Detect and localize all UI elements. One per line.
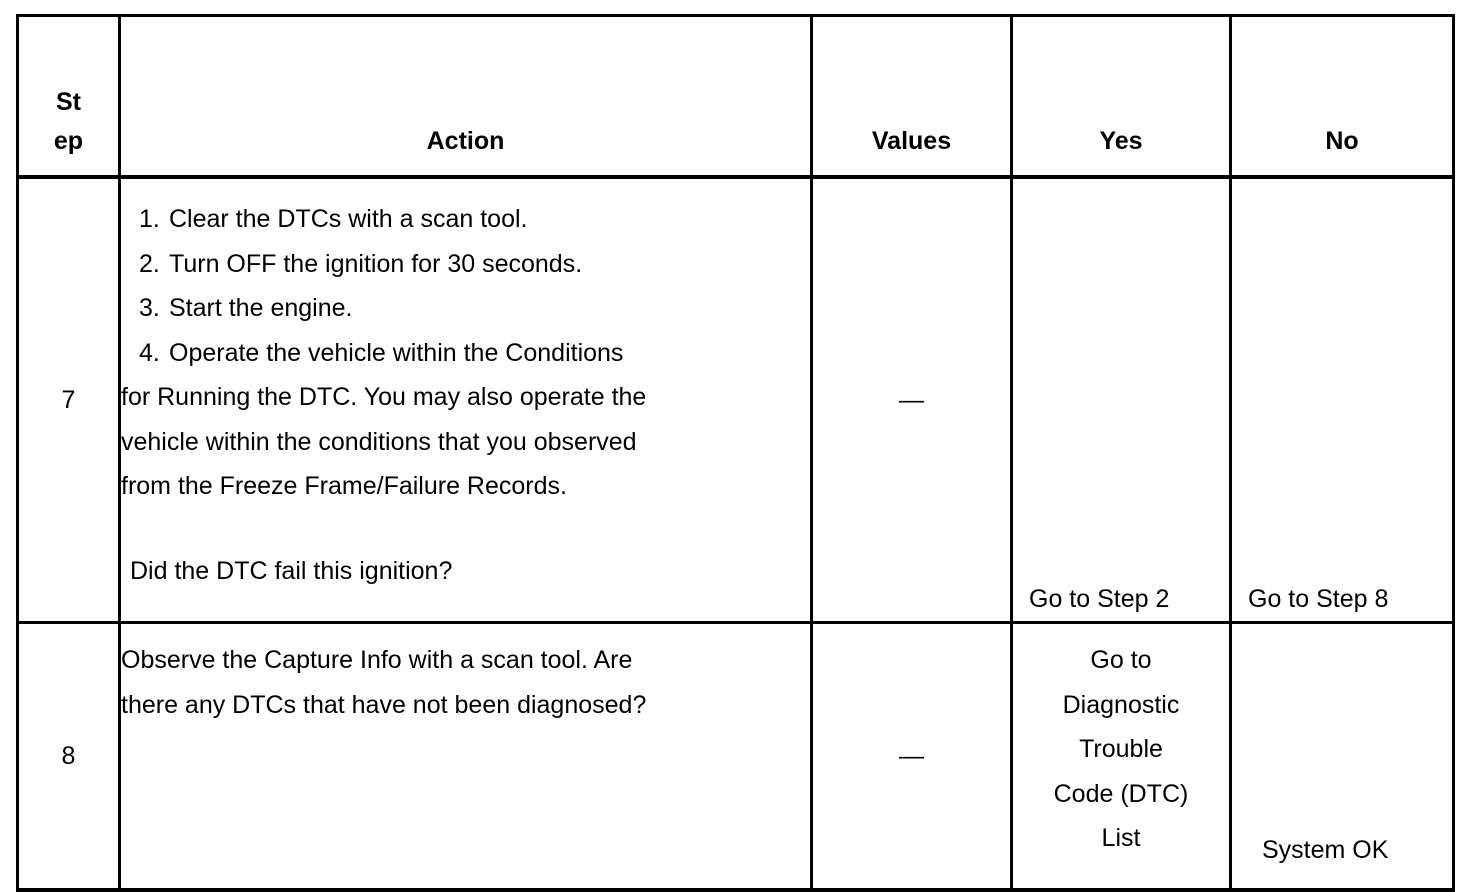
action-continuation-line: from the Freeze Frame/Failure Records.	[121, 472, 567, 500]
yes-line: List	[1101, 824, 1141, 852]
values-cell: —	[812, 177, 1012, 623]
list-item-number: 1.	[139, 205, 160, 233]
list-item-number: 3.	[139, 294, 160, 322]
list-item-text: Turn OFF the ignition for 30 seconds.	[169, 249, 583, 278]
action-continuation-line: vehicle within the conditions that you observed	[121, 427, 637, 456]
list-item-number: 2.	[139, 249, 160, 278]
header-step	[18, 16, 120, 178]
step-number: 7	[18, 177, 120, 623]
yes-line: Go to	[1090, 646, 1152, 674]
header-step-line2: ep	[53, 127, 84, 155]
action-cell	[120, 177, 812, 623]
table-row	[18, 177, 1454, 623]
header-no: No	[1231, 16, 1454, 178]
yes-cell: Go to Step 2	[1012, 177, 1231, 623]
values-cell: —	[812, 623, 1012, 891]
yes-line: Trouble	[1079, 735, 1163, 763]
header-values: Values	[812, 16, 1012, 178]
yes-cell	[1012, 623, 1231, 891]
action-line: Observe the Capture Info with a scan tool. Are	[121, 646, 633, 674]
table-header-row	[18, 16, 1454, 178]
list-item-text: Start the engine.	[169, 294, 353, 322]
list-item-number: 4.	[139, 338, 160, 367]
action-line: there any DTCs that have not been diagnosed?	[121, 690, 647, 719]
diagnostic-table	[16, 14, 1455, 892]
yes-line: Diagnostic	[1062, 690, 1180, 719]
no-cell: System OK	[1231, 623, 1454, 891]
action-cell	[120, 623, 812, 891]
action-list-item	[121, 197, 810, 242]
header-yes: Yes	[1012, 16, 1231, 178]
action-continuation-line: for Running the DTC. You may also operate the	[121, 383, 647, 411]
action-question: Did the DTC fail this ignition?	[130, 556, 453, 585]
list-item-text: Clear the DTCs with a scan tool.	[169, 205, 528, 233]
step-number: 8	[18, 623, 120, 891]
action-list-item	[121, 242, 810, 287]
table-row	[18, 623, 1454, 891]
header-action: Action	[120, 16, 812, 178]
action-list-item	[121, 286, 810, 331]
no-cell: Go to Step 8	[1231, 177, 1454, 623]
action-list-item	[121, 331, 810, 376]
header-step-line1: St	[56, 88, 81, 116]
list-item-text: Operate the vehicle within the Conditions	[169, 338, 624, 367]
yes-line: Code (DTC)	[1053, 779, 1189, 808]
